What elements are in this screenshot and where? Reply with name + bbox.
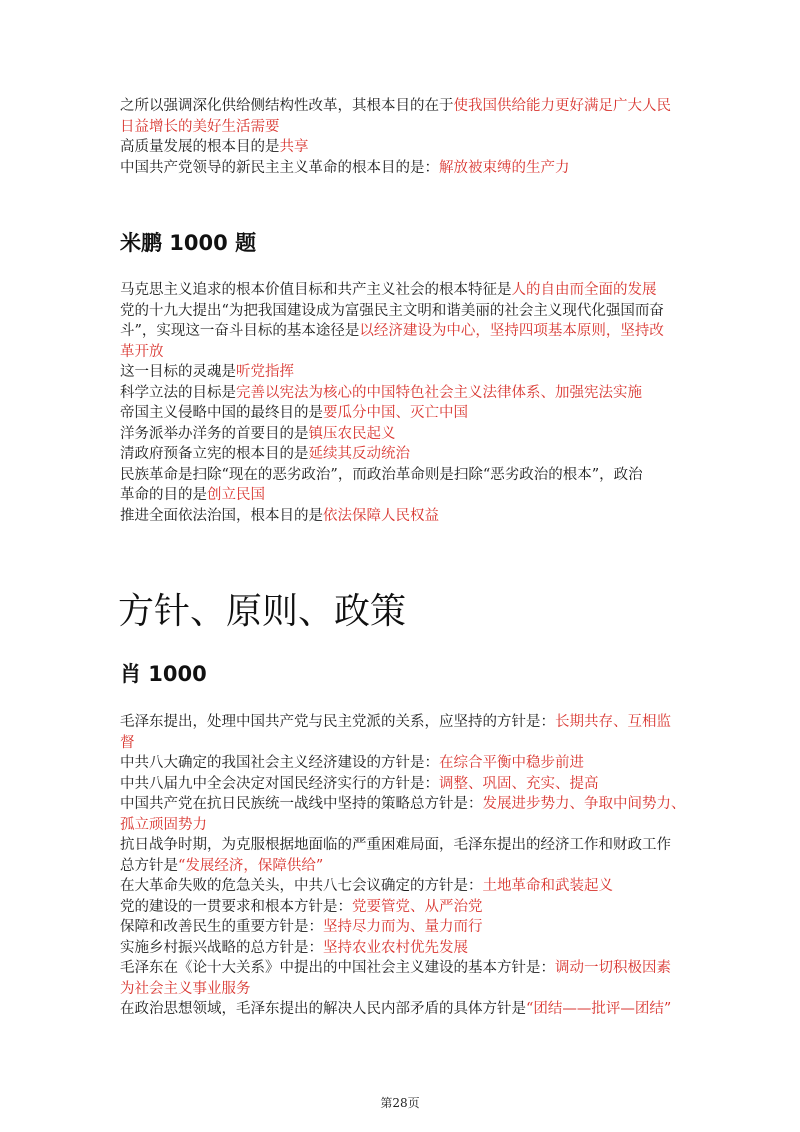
question-text: 中国共产党在抗日民族统一战线中坚持的策略总方针是：	[120, 796, 483, 812]
question-text: 在大革命失败的危急关头，中共八七会议确定的方针是：	[120, 878, 483, 894]
text-line	[120, 774, 690, 795]
text-line	[120, 794, 690, 815]
text-line	[120, 403, 690, 424]
answer-highlight: 要瓜分中国、灭亡中国	[323, 405, 468, 421]
answer-highlight: 长期共存、互相监	[555, 714, 671, 730]
text-line	[120, 485, 690, 506]
text-line	[120, 979, 690, 1000]
question-text: 毛泽东提出，处理中国共产党与民主党派的关系，应坚持的方针是：	[120, 714, 555, 730]
text-line	[120, 158, 690, 179]
answer-highlight: 镇压农民起义	[308, 425, 396, 442]
question-text: 实施乡村振兴战略的总方针是：	[120, 939, 323, 956]
text-line	[120, 137, 690, 158]
answer-highlight: 在综合平衡中稳步前进	[439, 755, 584, 771]
section-heading-mipeng: 米鹏 1000 题	[120, 231, 257, 255]
answer-highlight: 共享	[279, 139, 309, 155]
answer-highlight: 使我国供给能力更好满足广大人民	[453, 98, 671, 114]
text-line	[120, 465, 690, 486]
text-line	[120, 897, 690, 918]
text-line	[120, 876, 690, 897]
answer-highlight: 调整、巩固、充实、提高	[439, 775, 599, 792]
answer-highlight: 发展进步势力、争取中间势力、	[482, 796, 686, 812]
answer-highlight: 坚持农业农村优先发展	[323, 939, 468, 956]
question-text: 高质量发展的根本目的是	[120, 139, 280, 155]
text-line	[120, 301, 690, 322]
answer-highlight: 延续其反动统治	[308, 446, 410, 462]
text-line	[120, 753, 690, 774]
question-text: 推进全面依法治国，根本目的是	[120, 507, 323, 524]
text-line	[120, 712, 690, 733]
question-text: 科学立法的目标是	[120, 384, 236, 401]
text-line	[120, 362, 690, 383]
text-line	[120, 958, 690, 979]
text-line	[120, 96, 690, 117]
text-line	[120, 835, 690, 856]
answer-highlight: 听党指挥	[236, 364, 294, 380]
answer-highlight: “团结——批评—团结”	[526, 1001, 672, 1017]
answer-highlight: 完善以宪法为核心的中国特色社会主义法律体系、加强宪法实施	[236, 384, 642, 401]
text-line	[120, 856, 690, 877]
chapter-title: 方针、原则、政策	[118, 591, 407, 632]
question-text: 保障和改善民生的重要方针是：	[120, 919, 323, 935]
question-text: 中共八大确定的我国社会主义经济建设的方针是：	[120, 755, 439, 771]
mipeng-paragraph-block	[120, 280, 690, 526]
question-text: 党的建设的一贯要求和根本方针是：	[120, 898, 352, 915]
question-text: 抗日战争时期，为克服根据地面临的严重困难局面，毛泽东提出的经济工作和财政工作	[120, 837, 671, 853]
answer-highlight: 调动一切积极因素	[555, 960, 671, 976]
answer-highlight: 土地革命和武装起义	[482, 878, 613, 894]
text-line	[120, 424, 690, 445]
answer-highlight: 依法保障人民权益	[323, 507, 439, 524]
text-line	[120, 999, 690, 1020]
question-text: 之所以强调深化供给侧结构性改革，其根本目的在于	[120, 98, 454, 114]
answer-highlight: “发展经济，保障供给”	[178, 857, 324, 874]
page-number: 第28页	[380, 1096, 420, 1110]
text-line	[120, 917, 690, 938]
answer-highlight: 孤立顽固势力	[120, 816, 207, 833]
question-text: 帝国主义侵略中国的最终目的是	[120, 405, 323, 421]
answer-highlight: 革开放	[120, 343, 164, 360]
question-text: 革命的目的是	[120, 487, 207, 503]
xiao-paragraph-block	[120, 712, 690, 1020]
question-text: 在政治思想领域，毛泽东提出的解决人民内部矛盾的具体方针是	[120, 1001, 526, 1017]
text-line	[120, 117, 690, 138]
answer-highlight: 督	[120, 734, 135, 751]
top-paragraph-block	[120, 96, 690, 178]
question-text: 毛泽东在《论十大关系》中提出的中国社会主义建设的基本方针是：	[120, 960, 555, 976]
text-line	[120, 280, 690, 301]
text-line	[120, 938, 690, 959]
question-text: 中国共产党领导的新民主主义革命的根本目的是：	[120, 159, 439, 176]
question-text: 党的十九大提出“为把我国建设成为富强民主文明和谐美丽的社会主义现代化强国而奋	[120, 302, 664, 319]
question-text: 这一目标的灵魂是	[120, 364, 236, 380]
question-text: 清政府预备立宪的根本目的是	[120, 446, 309, 462]
answer-highlight: 为社会主义事业服务	[120, 980, 251, 997]
question-text: 斗”，实现这一奋斗目标的基本途径是	[120, 323, 360, 339]
answer-highlight: 党要管党、从严治党	[352, 898, 483, 915]
text-line	[120, 815, 690, 836]
answer-highlight: 创立民国	[207, 487, 265, 503]
question-text: 中共八届九中全会决定对国民经济实行的方针是：	[120, 775, 439, 792]
answer-highlight: 人的自由而全面的发展	[511, 282, 657, 298]
text-line	[120, 321, 690, 342]
question-text: 马克思主义追求的根本价值目标和共产主义社会的根本特征是	[120, 282, 512, 298]
answer-highlight: 解放被束缚的生产力	[439, 159, 570, 176]
text-line	[120, 444, 690, 465]
answer-highlight: 日益增长的美好生活需要	[120, 118, 280, 135]
question-text: 洋务派举办洋务的首要目的是	[120, 425, 309, 442]
answer-highlight: 坚持尽力而为、量力而行	[323, 919, 483, 935]
question-text: 民族革命是扫除“现在的恶劣政治”，而政治革命则是扫除“恶劣政治的根本”，政治	[120, 466, 643, 483]
text-line	[120, 506, 690, 527]
question-text: 总方针是	[120, 857, 178, 874]
text-line	[120, 342, 690, 363]
text-line	[120, 383, 690, 404]
answer-highlight: 以经济建设为中心，坚持四项基本原则，坚持改	[359, 323, 664, 339]
text-line	[120, 733, 690, 754]
section-heading-xiao: 肖 1000	[120, 662, 207, 686]
